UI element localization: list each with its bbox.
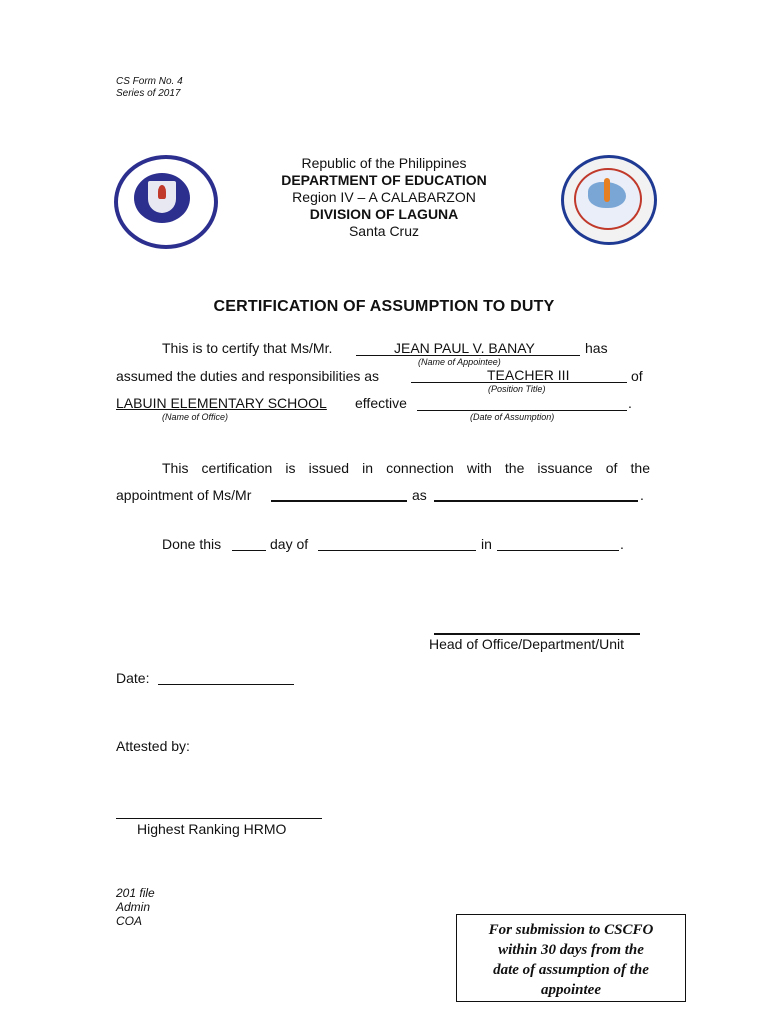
city-text: Santa Cruz — [348, 223, 420, 239]
position-field — [434, 500, 638, 502]
period: . — [628, 395, 632, 411]
hrmo-label: Highest Ranking HRMO — [137, 821, 287, 837]
republic-text: Republic of the Philippines — [301, 155, 467, 171]
in-text: in — [481, 536, 492, 552]
distribution-list — [116, 886, 155, 928]
certify-line-prefix: This is to certify that Ms/Mr. — [162, 340, 333, 356]
hrmo-signature-line — [116, 818, 322, 819]
caption-appointee: (Name of Appointee) — [418, 357, 501, 367]
notice-line: For submission to CSCFO — [488, 922, 654, 938]
attested-label: Attested by: — [116, 738, 190, 754]
distribution-item: COA — [116, 914, 143, 928]
caption-date: (Date of Assumption) — [470, 412, 555, 422]
has-text: has — [585, 340, 608, 356]
distribution-item: 201 file — [116, 886, 155, 900]
submission-notice — [456, 914, 686, 1002]
office-name: LABUIN ELEMENTARY SCHOOL — [116, 395, 327, 411]
appointee-field — [271, 500, 407, 502]
division-text: DIVISION OF LAGUNA — [309, 206, 459, 222]
of-text: of — [631, 368, 643, 384]
notice-line: within 30 days from the — [498, 942, 644, 958]
form-series-text: Series of 2017 — [116, 88, 181, 99]
appointment-prefix: appointment of Ms/Mr — [116, 487, 252, 503]
notice-line: date of assumption of the — [493, 962, 649, 978]
assumption-date-field — [417, 410, 627, 411]
date-label: Date: — [116, 670, 150, 686]
head-of-office-label: Head of Office/Department/Unit — [429, 636, 625, 652]
month-field — [318, 550, 476, 551]
department-text: DEPARTMENT OF EDUCATION — [281, 172, 487, 188]
done-this-text: Done this — [162, 536, 222, 552]
appointee-name: JEAN PAUL V. BANAY — [394, 340, 535, 356]
notice-line: appointee — [541, 982, 601, 998]
year-field — [497, 550, 619, 551]
issuance-line: This certification is issued in connection with the issuance of the — [162, 460, 650, 476]
distribution-item: Admin — [116, 900, 151, 914]
effective-label: effective — [355, 395, 407, 411]
letterhead — [0, 155, 768, 240]
period-3: . — [620, 536, 624, 552]
form-number — [116, 76, 183, 100]
region-text: Region IV – A CALABARZON — [292, 189, 476, 205]
position-title: TEACHER III — [487, 367, 570, 383]
day-field — [232, 550, 266, 551]
caption-position: (Position Title) — [488, 384, 546, 394]
signature-line — [434, 633, 640, 635]
caption-office: (Name of Office) — [162, 412, 229, 422]
day-of-text: day of — [270, 536, 309, 552]
page-title: CERTIFICATION OF ASSUMPTION TO DUTY — [213, 298, 555, 315]
as-text: as — [412, 487, 427, 503]
form-number-text: CS Form No. 4 — [116, 76, 183, 87]
assumed-line-prefix: assumed the duties and responsibilities as — [116, 368, 380, 384]
period-2: . — [640, 487, 644, 503]
date-field — [158, 684, 294, 685]
